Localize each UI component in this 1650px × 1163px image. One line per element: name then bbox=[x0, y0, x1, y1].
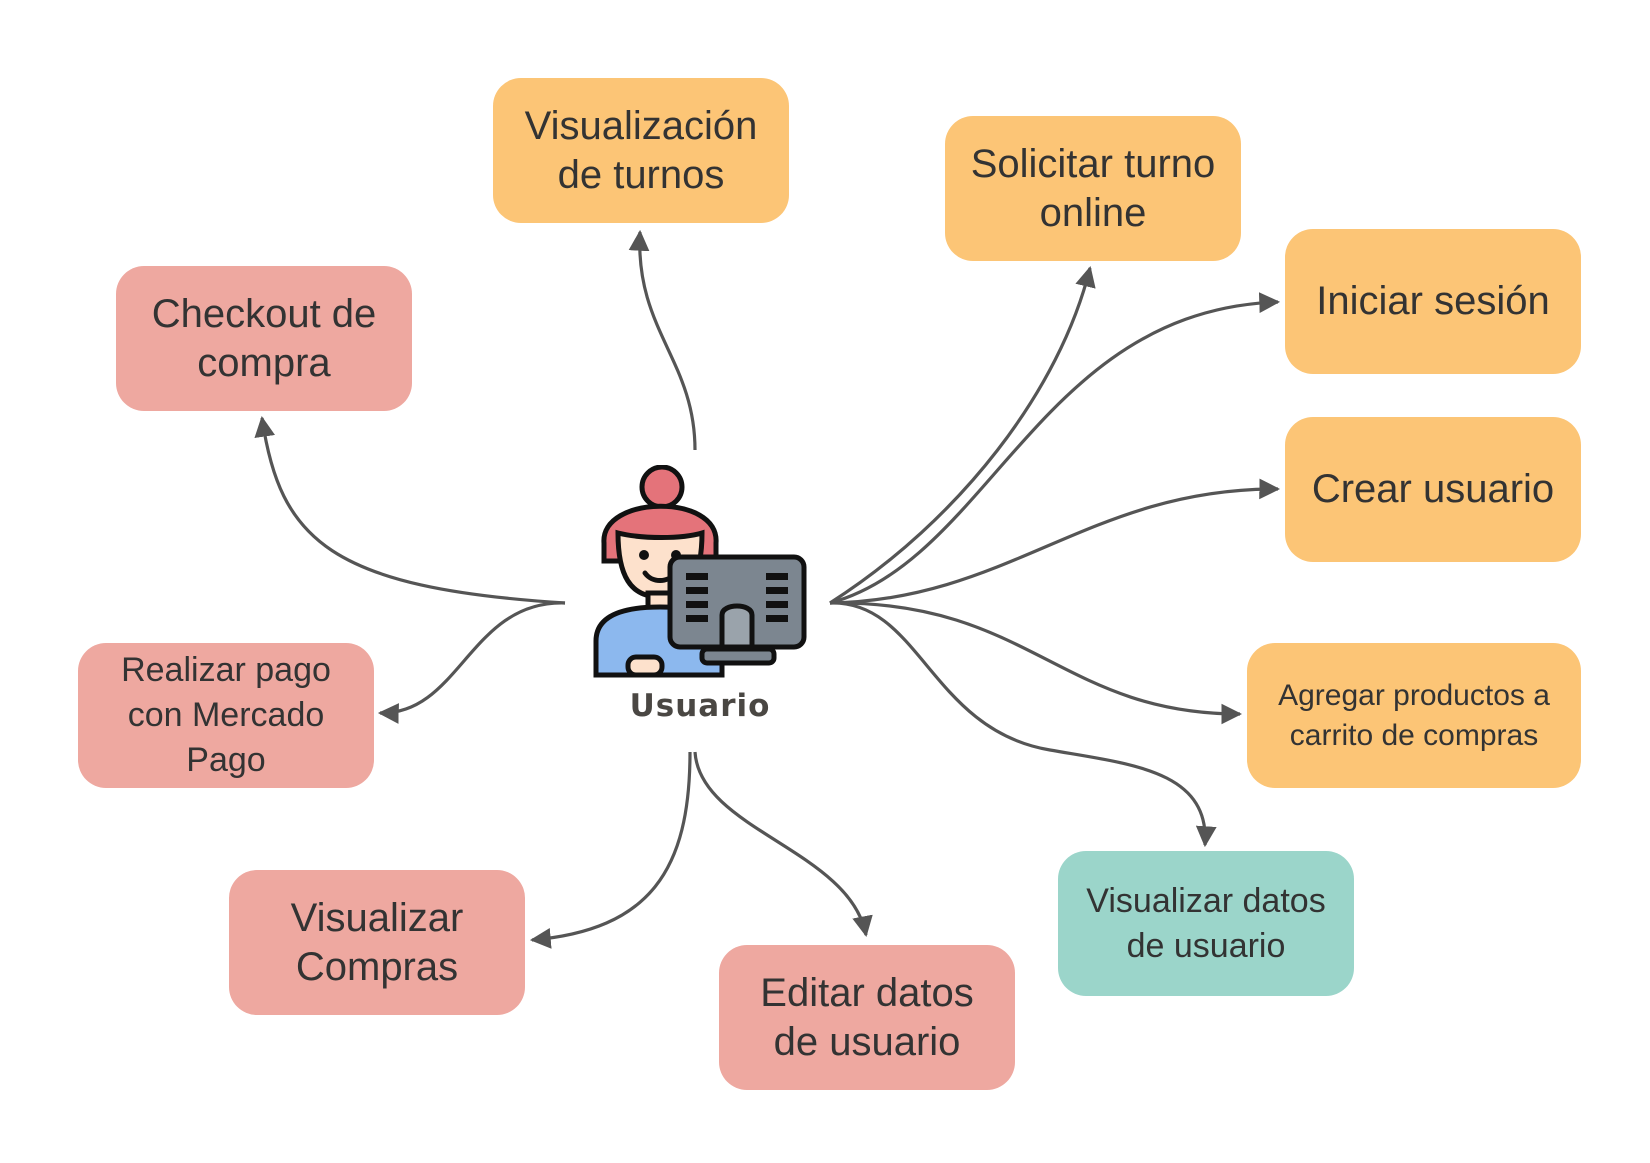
edge-visualizacion-turnos bbox=[640, 232, 695, 450]
edge-visualizar-datos bbox=[830, 603, 1205, 845]
edge-iniciar-sesion bbox=[830, 302, 1278, 603]
edge-solicitar-turno bbox=[830, 268, 1090, 603]
node-visualizar-datos[interactable]: Visualizar datos de usuario bbox=[1058, 851, 1354, 996]
node-visualizar-compras[interactable]: Visualizar Compras bbox=[229, 870, 525, 1015]
node-agregar-productos[interactable]: Agregar productos a carrito de compras bbox=[1247, 643, 1581, 788]
node-realizar-pago[interactable]: Realizar pago con Mercado Pago bbox=[78, 643, 374, 788]
node-crear-usuario[interactable]: Crear usuario bbox=[1285, 417, 1581, 562]
edge-checkout bbox=[262, 418, 565, 603]
node-editar-datos[interactable]: Editar datos de usuario bbox=[719, 945, 1015, 1090]
node-visualizacion-turnos[interactable]: Visualización de turnos bbox=[493, 78, 789, 223]
edge-agregar-productos bbox=[830, 603, 1240, 714]
edge-crear-usuario bbox=[830, 489, 1278, 603]
node-iniciar-sesion[interactable]: Iniciar sesión bbox=[1285, 229, 1581, 374]
node-checkout[interactable]: Checkout de compra bbox=[116, 266, 412, 411]
edge-editar-datos bbox=[695, 752, 866, 935]
actor-label: Usuario bbox=[629, 688, 771, 724]
edge-visualizar-compras bbox=[532, 752, 690, 940]
node-solicitar-turno[interactable]: Solicitar turno online bbox=[945, 116, 1241, 261]
user-at-computer-icon bbox=[590, 465, 810, 685]
edge-realizar-pago bbox=[380, 603, 565, 713]
